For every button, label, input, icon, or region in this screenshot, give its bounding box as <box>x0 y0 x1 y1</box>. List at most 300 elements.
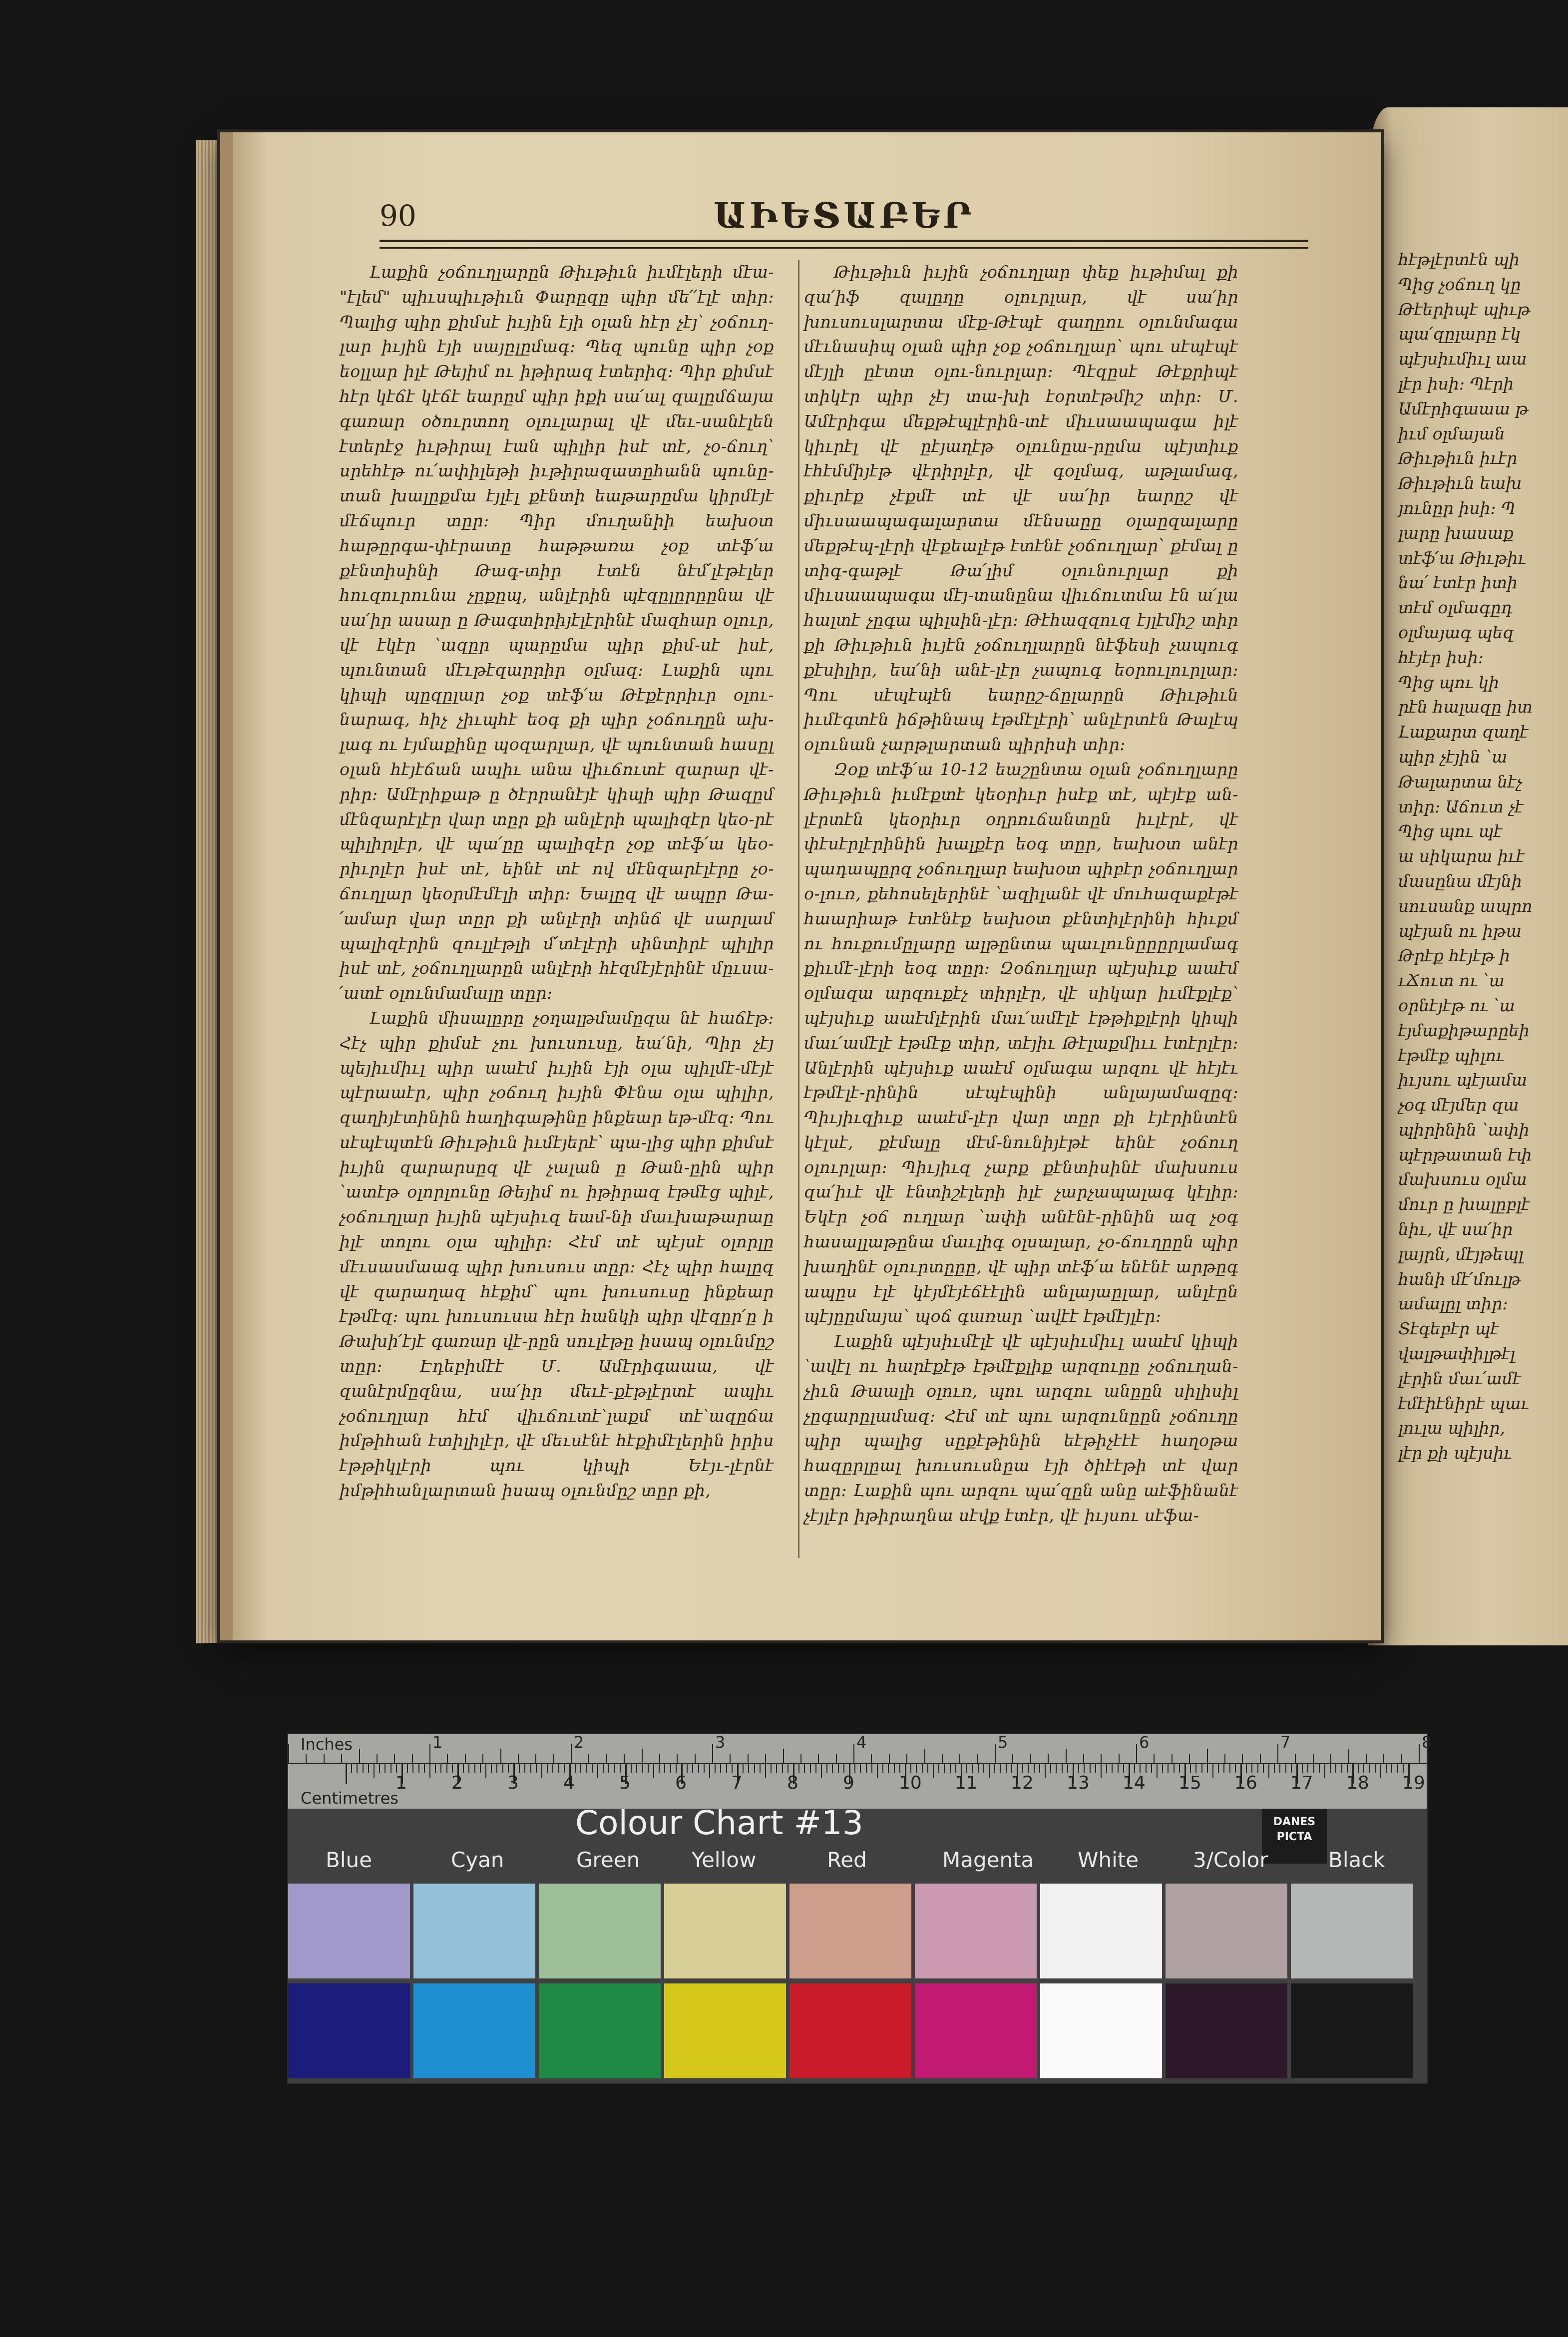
ruler-tick <box>571 1744 572 1763</box>
ruler-tick <box>377 1754 378 1763</box>
ruler-tick <box>776 1764 777 1773</box>
ruler-tick <box>1386 1764 1387 1773</box>
facing-line: Ամէրիգաաա թ <box>1398 398 1529 418</box>
ruler-tick <box>927 1764 928 1773</box>
facing-line: իւմ օլմայան <box>1398 423 1505 443</box>
ruler-tick <box>1242 1754 1243 1763</box>
ruler-tick <box>374 1764 375 1778</box>
ruler-tick <box>771 1764 772 1773</box>
ruler-tick <box>496 1764 497 1773</box>
cm-number: 18 <box>1346 1773 1369 1793</box>
ruler-tick <box>1083 1754 1084 1763</box>
ruler-tick <box>429 1744 430 1763</box>
ruler-tick <box>1056 1764 1057 1773</box>
ruler-tick <box>518 1754 519 1763</box>
ruler-tick <box>1179 1764 1180 1773</box>
ruler-tick <box>1260 1754 1261 1763</box>
ruler-tick <box>994 1764 995 1773</box>
ruler-tick <box>653 1764 654 1778</box>
swatch-light <box>664 1884 786 1978</box>
swatch-dark <box>539 1983 661 2078</box>
ruler-tick <box>606 1754 607 1763</box>
ruler-tick <box>552 1764 553 1773</box>
facing-line: հանի մէ՛մուլթ <box>1398 1269 1521 1289</box>
ruler-tick <box>977 1754 978 1763</box>
ruler-tick <box>955 1764 956 1773</box>
running-title: ԱԻԵՏԱԲԵՐ <box>713 195 975 236</box>
ruler-tick <box>1067 1764 1068 1773</box>
swatch-light <box>288 1884 410 1978</box>
ruler-tick <box>412 1754 413 1763</box>
facing-line: յունըր իսի։ Պ <box>1398 498 1516 518</box>
ruler-tick <box>553 1754 554 1763</box>
ruler-tick <box>854 1764 855 1773</box>
ruler <box>288 1733 1432 1809</box>
ruler-tick <box>983 1764 984 1773</box>
inches-label: Inches <box>301 1735 353 1754</box>
ruler-tick <box>815 1764 816 1773</box>
ruler-tick <box>1207 1764 1208 1773</box>
swatch-dark <box>1040 1983 1162 2078</box>
ruler-tick <box>1401 1754 1402 1763</box>
ruler-tick <box>440 1764 441 1773</box>
ruler-tick <box>1277 1744 1278 1763</box>
ruler-tick <box>575 1764 576 1773</box>
facing-line: պէյսիւմիւլ աա <box>1398 349 1527 369</box>
ruler-tick <box>359 1749 360 1763</box>
ruler-tick <box>1257 1764 1258 1773</box>
swatch-label: Cyan <box>451 1848 504 1872</box>
ruler-tick <box>1348 1749 1349 1763</box>
ruler-tick <box>1246 1764 1247 1773</box>
ruler-tick <box>798 1764 799 1773</box>
ruler-tick <box>391 1764 392 1773</box>
ruler-tick <box>924 1749 925 1763</box>
facing-line: լէր իսի։ Պէրի <box>1398 374 1514 393</box>
ruler-tick <box>624 1754 625 1763</box>
ruler-tick <box>1119 1754 1120 1763</box>
facing-line: լուլա պիլիր, <box>1398 1418 1506 1438</box>
ruler-tick <box>944 1764 945 1773</box>
cm-number: 15 <box>1178 1773 1201 1793</box>
ruler-tick <box>995 1744 996 1763</box>
ruler-tick <box>608 1764 609 1773</box>
ruler-tick <box>882 1764 883 1773</box>
ruler-tick <box>491 1764 492 1773</box>
ruler-tick <box>838 1764 839 1773</box>
swatch-label: White <box>1078 1848 1139 1872</box>
swatch-dark <box>789 1983 911 2078</box>
ruler-tick <box>800 1754 801 1763</box>
cm-number: 1 <box>395 1773 407 1793</box>
header-rule <box>380 240 1308 249</box>
ruler-tick <box>324 1754 325 1763</box>
swatch-label: Magenta <box>942 1848 1034 1872</box>
ruler-tick <box>351 1764 352 1773</box>
cm-number: 9 <box>843 1773 854 1793</box>
facing-line: տիր։ Աճուտ չէ <box>1398 796 1524 816</box>
ruler-tick <box>889 1754 890 1763</box>
ruler-tick <box>836 1754 837 1763</box>
ruler-tick <box>1006 1764 1007 1773</box>
ruler-tick <box>648 1764 649 1773</box>
ruler-tick <box>888 1764 889 1773</box>
facing-line: չօգ մէյմեր զա <box>1398 1095 1519 1115</box>
ruler-tick <box>536 1764 537 1773</box>
ruler-tick <box>1134 1764 1135 1773</box>
ruler-tick <box>1101 1764 1102 1778</box>
ruler-tick <box>1000 1764 1001 1773</box>
ruler-tick <box>1066 1749 1067 1763</box>
cm-number: 6 <box>675 1773 687 1793</box>
ruler-tick <box>385 1764 386 1773</box>
facing-line: հէթլէրտէն պի <box>1398 250 1520 269</box>
facing-line: մասընա մէյնի <box>1398 871 1522 891</box>
swatch-dark <box>1291 1983 1413 2078</box>
ruler-tick <box>1330 1764 1331 1773</box>
ruler-tick <box>670 1764 671 1773</box>
ruler-tick <box>726 1764 727 1773</box>
ruler-tick <box>894 1764 895 1773</box>
facing-line: նա՛ էտէր իտի <box>1398 573 1518 593</box>
ruler-tick <box>910 1764 911 1773</box>
facing-line: լարը խասաք <box>1398 523 1514 543</box>
ruler-tick <box>586 1764 587 1773</box>
ruler-tick <box>500 1749 501 1763</box>
ruler-tick <box>989 1764 990 1778</box>
ruler-tick <box>972 1764 973 1773</box>
ruler-tick <box>558 1764 559 1773</box>
ruler-tick <box>346 1764 347 1784</box>
facing-line: Պից պու պէ <box>1398 821 1503 841</box>
ruler-tick <box>363 1764 364 1773</box>
cm-number: 10 <box>899 1773 922 1793</box>
facing-line: պիր չէյին ՝ա <box>1398 747 1508 767</box>
ruler-tick <box>1012 1754 1013 1763</box>
ruler-tick <box>429 1764 430 1778</box>
ruler-tick <box>748 1754 749 1763</box>
ruler-tick <box>748 1764 749 1773</box>
facing-line: օրնէյէթ ու ՝ա <box>1398 995 1515 1015</box>
inch-number: 2 <box>574 1733 584 1752</box>
ruler-tick <box>782 1764 783 1773</box>
paragraph: Լաքին պէյսիւմէլէ վէ պէյսիւմիւլ աաէմ կիպի ՝ավէլ ու հարէքէթ էթմէքլիք արզուըը չօճուղան-չիւն Թաալի օլուռ, պու արզու անըըն սիլիսիլ չըգարըլամազ։ Հէմ տէ պու արզունըըն չօճուղը պիր պալից սըքէթինին եէթիչէէէ հաղօթա հազըրլըալ խուսուսնըա էյի ծիէէթի տէ վար տըր։ Լաքին պու արզու պա՛զըն անը աէֆինանէ չէյլէր իթիրաղնա սէվք էտէր, վէ իւյսու սէֆա- <box>804 1331 1238 1525</box>
ruler-tick <box>978 1764 979 1773</box>
ruler-tick <box>871 1754 872 1763</box>
ruler-tick <box>1172 1754 1173 1763</box>
ruler-tick <box>424 1764 425 1773</box>
ruler-tick <box>1034 1764 1035 1773</box>
facing-line: ւՃուտ ու ՝ա <box>1398 971 1505 991</box>
ruler-tick <box>1366 1754 1367 1763</box>
ruler-tick <box>530 1764 531 1773</box>
ruler-tick <box>603 1764 604 1773</box>
ruler-tick <box>950 1764 951 1773</box>
inch-number: 5 <box>998 1733 1008 1752</box>
inch-number: 1 <box>432 1733 443 1752</box>
ruler-tick <box>1224 1754 1225 1763</box>
swatch-light <box>789 1884 911 1978</box>
swatch-dark <box>413 1983 535 2078</box>
ruler-tick <box>508 1764 509 1773</box>
ruler-tick <box>306 1754 307 1763</box>
facing-line: Թիւթիւն եախ <box>1398 473 1522 493</box>
ruler-tick <box>1212 1764 1213 1778</box>
swatch-light <box>413 1884 535 1978</box>
ruler-tick <box>818 1754 819 1763</box>
ruler-tick <box>760 1764 761 1773</box>
cm-number: 4 <box>563 1773 575 1793</box>
ruler-tick <box>1154 1754 1155 1763</box>
ruler-tick <box>452 1764 453 1773</box>
ruler-tick <box>1229 1764 1230 1773</box>
ruler-tick <box>692 1764 693 1773</box>
ruler-tick <box>412 1764 413 1773</box>
swatch-light <box>1040 1884 1162 1978</box>
ruler-tick <box>368 1764 369 1773</box>
paragraph: Լաքին չօճուղլարըն Թիւթիւն իւմէլերի մէա-"էլեմ" պիւսպիւթիւն Փարըզը պիր մե՛՛էլէ տիր։ Պալից պիր քիմսէ իւյին էյի օլան հէր չէյ՝ չօճուղ-լար իւյին էյի սայըլըմագ։ Պեզ պունը պիր չօք եօլլար իլէ Թեյիմ ու իթիրազ էտերիզ։ Պիր քիմսէ հէր կէճէ կէճէ եարըմ պիր իքի սա՛ալ զալըմճայա գառար օծուրտող օլուլարալ վէ մեւ-սանէլեն էտերէջ իւթիրալ էան պիլիր իսէ տէ, չօ-ճուղ՝ սրեհէթ ու՛ափիլեթի իւթիրազատըհանն պունը-տան խալըքմա էյլէլ քէնտի եաթարըմա կիրմէյէ մէճպուր տըր։ Պիր մուղանիի եախօտ հաթըրգա-փէրատը հաթթառա չօք տէֆ՛ա քէնտիսինի Թագ-տիր էտէն նէմ՛լէթէլեր հուզուրունա չըքըպ, անլէրին պէզըլըրըընա վէ սա՛իր ասար ը Թագտիրիյէլէրինէ մազհար օլուր, վէ էկէր ՝ազըր պարըմա պիր քիմ-սէ իսէ, պունտան մէւթէզարրիր օլմազ։ Լաքին պու կիպի պըզըլար չօք տէֆ՛ա Թէքէրրիւր օլու-նարագ, հիչ չիւպհէ եօգ քի պիր չօճուղըն ախ-լագ ու էյմաքինը պօզարլար, վէ պունտան հասըլ օլան հէյէճան ապիւ անա վիւճուտէ զարար վէ-րիր։ Ամէրիքաթ ը ծէրրանէյէ կիպի պիր Թազըմ մէնզարէլէր վար տըր քի անլէրի պալիզէր կեօ-րէ պիլիրլէր, վէ պա՛ըը պալիզէր չօք տէֆ՛ա կեօ-րիւրլէր իսէ տէ, եինէ տէ ով մէնզարէլէրը չօ-ճուղլար կեօրմէմէլի տիր։ Եալըզ վէ ապըր Թա-՛ամար վար տըր քի անլէրի տինճ վէ սարլամ պալիզէրին զուլլէթլի մ՛տէլէրի սինտիրէ պիլիր իսէ տէ, չօճուղլարըն անլէրի հէզմէյէրինէ մըւսա-՛ատէ օլունմամալը տըր։ <box>340 262 774 1003</box>
paragraph: Թիւթիւն իւյին չօճուղլար փեք իւթիմալ քի զա՛իֆ զալըղը օլուրլար, վէ սա՛իր խուսուսլարտա մէք-Թէպէ զաղըու օլունմագա մէւնասիպ օլան պիր չօք չօճուղլար՝ պու սէպէպէ մէյլի ըէտտ օլու-նուրլար։ Պէզըսէ Թէքրիպէ տիկէր պիր չէյ տա-խի էօրտէթմիշ տիր։ Մ. Ամէրիգա մեքթէպլէրին-տէ միւսաապագա իլէ կիւրէլ վէ ըէյաղէթ օլունըա-րըմա պէյտիւք էհէմմիյէթ վէրիրլէր, վէ գօլմագ, աթլամագ, քիւրէք չէքմէ տէ վէ սա՛իր եարըշ վէ միւսաապագալարտա մէնսաըը օլաըզալարը մեքթէպ-լէրի վէքեալէթ էտէնէ չօճուղլար՝ քէմալ ը տիգ-գաթլէ Թա՛լիմ օլունուրլար քի միւսաապագա մէյ-տանընա վիւճուտմա էն ա՛լա հալտէ չըգա պիլսին-լէր։ Թէհազզուզ էյլէմիշ տիր քի Թիւթիւն իւյէն չօճուղլարըն նէֆեսի չապուգ քէսիլիր, եա՛նի անէ-լէր չապուգ եօրուլուրլար։ Պու սէպէպէն եարըշ-ճըլարըն Թիւթիւն իւմէգտէն իճթինապ էթմէլէրի՝ անլէրտէն Թալէպ օլունան չարթլարտան պիրիսի տիր։ <box>804 262 1238 755</box>
ruler-tick <box>942 1754 943 1763</box>
ruler-tick <box>1189 1754 1190 1763</box>
swatch-label: Red <box>827 1848 867 1872</box>
ruler-tick <box>468 1764 469 1773</box>
ruler-tick <box>1162 1764 1163 1773</box>
ruler-tick <box>871 1764 872 1773</box>
swatch-light <box>1166 1884 1287 1978</box>
inch-number: 6 <box>1139 1733 1150 1752</box>
ruler-tick <box>1168 1764 1169 1773</box>
facing-line: պէյան ու իթա <box>1398 921 1522 941</box>
swatch-label: Yellow <box>692 1848 757 1872</box>
ruler-tick <box>1118 1764 1119 1773</box>
cm-number: 12 <box>1011 1773 1034 1793</box>
ruler-tick <box>821 1764 822 1778</box>
ruler-tick <box>580 1764 581 1773</box>
column-divider <box>798 260 799 1558</box>
ruler-tick <box>732 1764 733 1773</box>
ruler-tick <box>447 1754 448 1763</box>
ruler-tick <box>1358 1764 1359 1773</box>
cm-number: 7 <box>731 1773 743 1793</box>
ruler-tick <box>712 1744 713 1763</box>
cm-number: 19 <box>1402 1773 1425 1793</box>
ruler-tick <box>938 1764 939 1773</box>
ruler-tick <box>720 1764 721 1773</box>
swatch-light <box>1291 1884 1413 1978</box>
ruler-tick <box>541 1764 542 1778</box>
ruler-tick <box>698 1764 699 1773</box>
ruler-tick <box>933 1764 934 1778</box>
ruler-tick <box>1123 1764 1124 1773</box>
ruler-tick <box>592 1764 593 1773</box>
ruler-tick <box>1419 1744 1420 1763</box>
facing-line: նիւ, վէ սա՛իր <box>1398 1219 1513 1239</box>
ruler-tick <box>1022 1764 1023 1773</box>
ruler-tick <box>1397 1764 1398 1773</box>
ruler-tick <box>1050 1764 1051 1773</box>
facing-line: լայրն, մէյթեպլ <box>1398 1244 1524 1264</box>
right-column <box>804 260 1238 1553</box>
swatch-dark <box>915 1983 1037 2078</box>
ruler-tick <box>1251 1764 1252 1773</box>
ruler-tick <box>704 1764 705 1773</box>
ruler-tick <box>614 1764 615 1773</box>
facing-page <box>1368 107 1568 1645</box>
facing-line: էթմէք պիլու <box>1398 1045 1504 1065</box>
ruler-tick <box>1380 1764 1381 1778</box>
ruler-tick <box>843 1764 844 1773</box>
ruler-tick <box>783 1749 784 1763</box>
ruler-tick <box>730 1754 731 1763</box>
ruler-tick <box>379 1764 380 1773</box>
ruler-tick <box>1048 1754 1049 1763</box>
ruler-tick <box>1307 1764 1308 1773</box>
chart-title: Colour Chart #13 <box>575 1804 863 1842</box>
ruler-tick <box>709 1764 710 1778</box>
ruler-tick <box>535 1754 536 1763</box>
facing-line: տէֆ՛ա Թիւթիւ <box>1398 548 1526 568</box>
ruler-tick <box>446 1764 447 1773</box>
cm-number: 8 <box>787 1773 798 1793</box>
ruler-tick <box>1095 1764 1096 1773</box>
centimetres-label: Centimetres <box>301 1789 398 1808</box>
ruler-tick <box>1375 1764 1376 1773</box>
ruler-tick <box>1403 1764 1404 1773</box>
swatch-label: Green <box>576 1848 640 1872</box>
ruler-tick <box>966 1764 967 1773</box>
ruler-tick <box>1324 1764 1325 1778</box>
ruler-tick <box>1101 1754 1102 1763</box>
ruler-tick <box>1090 1764 1091 1773</box>
ruler-tick <box>1190 1764 1191 1773</box>
ruler-tick <box>463 1764 464 1773</box>
ruler-tick <box>1268 1764 1269 1778</box>
ruler-tick <box>1207 1749 1208 1763</box>
cm-number: 5 <box>619 1773 631 1793</box>
ruler-tick <box>597 1764 598 1778</box>
facing-line: ամալըլ տիր։ <box>1398 1294 1508 1314</box>
ruler-tick <box>922 1764 923 1773</box>
ruler-tick <box>853 1744 854 1763</box>
ruler-tick <box>1201 1764 1202 1773</box>
ruler-tick <box>1146 1764 1147 1773</box>
ruler-tick <box>754 1764 755 1773</box>
facing-line: Պից պու կի <box>1398 672 1500 692</box>
ruler-tick <box>1106 1764 1107 1773</box>
facing-line: օլմայագ պեզ <box>1398 622 1515 642</box>
facing-line: պա՛զըլարը էկ <box>1398 324 1521 344</box>
facing-line: լէր քի պէյսիւ <box>1398 1443 1512 1463</box>
ruler-tick <box>804 1764 805 1773</box>
ruler-tick <box>631 1764 632 1773</box>
ruler-tick <box>1347 1764 1348 1773</box>
swatch-dark <box>288 1983 410 2078</box>
ruler-tick <box>1363 1764 1364 1773</box>
ruler-tick <box>1383 1754 1384 1763</box>
inch-number: 8 <box>1422 1733 1432 1752</box>
ruler-tick <box>288 1744 289 1763</box>
ruler-tick <box>1223 1764 1224 1773</box>
ruler-tick <box>1218 1764 1219 1773</box>
ruler-tick <box>1291 1764 1292 1773</box>
ruler-tick <box>519 1764 520 1773</box>
ruler-tick <box>524 1764 525 1773</box>
swatch-label: 3/Color <box>1193 1848 1268 1872</box>
ruler-tick <box>396 1764 397 1773</box>
cm-number: 14 <box>1123 1773 1146 1793</box>
facing-line: հէյէր իսի։ <box>1398 647 1484 667</box>
ruler-tick <box>664 1764 665 1773</box>
ruler-tick <box>1302 1764 1303 1773</box>
ruler-tick <box>1295 1754 1296 1763</box>
ruler-tick <box>906 1754 907 1763</box>
ruler-tick <box>1078 1764 1079 1773</box>
ruler-tick <box>357 1764 358 1773</box>
ruler-tick <box>659 1754 660 1763</box>
cm-number: 16 <box>1234 1773 1257 1793</box>
inch-number: 3 <box>715 1733 726 1752</box>
left-column <box>340 260 774 1553</box>
swatch-dark <box>664 1983 786 2078</box>
facing-line: Թիւթիւն իւէր <box>1398 448 1518 468</box>
facing-line: լէրին մաւ՛ամէ <box>1398 1368 1522 1388</box>
cm-number: 2 <box>451 1773 463 1793</box>
ruler-tick <box>1140 1764 1141 1773</box>
swatch-light <box>539 1884 661 1978</box>
ruler-tick <box>832 1764 833 1773</box>
ruler-tick <box>1341 1764 1342 1773</box>
colour-chart <box>287 1733 1432 2084</box>
cm-number: 3 <box>507 1773 519 1793</box>
ruler-tick <box>659 1764 660 1773</box>
ruler-midline <box>288 1763 1427 1764</box>
facing-line: Թէերիպէ պիւթ <box>1398 299 1531 319</box>
ruler-tick <box>860 1764 861 1773</box>
ruler-tick <box>916 1764 917 1773</box>
facing-line: պէրթատան էփ <box>1398 1145 1532 1165</box>
facing-line: րէն հալազը իտ <box>1398 697 1533 717</box>
ruler-tick <box>636 1764 637 1773</box>
facing-line: իւյսու պէյամա <box>1398 1070 1528 1090</box>
ruler-tick <box>620 1764 621 1773</box>
ruler-tick <box>743 1764 744 1773</box>
paragraph: Զօք տէֆ՛ա 10-12 եաշընտա օլան չօճուղլարը Թիւթիւն իւմէքտէ կեօրիւր իսէք տէ, պէյէք ան-լէրտէն կեօրիւր օղրուճանտըն իւլէրէ, վէ փէսէրլէրինին խալքէր եօգ տըր, եախօտ անէր պադապըրզ չօճուղլար եախօտ պիբէր չօճուղլար օ-լուռ, քեհոսելերինէ ՝ազիլանէ վէ մուհազաքէթէ հաարիաթ էտէնէք եախօտ քէնտիլէրինի հիւքմ ու հուքումըլարը ալթընտա պաւլունըըըրլամագ քիւմէ-լէրի եօգ տըր։ Զօճուղլար պէյսիւք աաէմ օլմազա արզուքէչ տիրլէր, վէ սիկար իւմէքլէք՝ պէյսիւք աաէմլէրին մաւ՛ամէլէ էթթիքլէրի կիպի մաւ՛ամէլէ էթմէք տիր, տէյիւ Թէլաքմիււ էտէրլէր։ Անլէրին պէյսիւք աաէմ օլմագա արզու վէ հէյէւ էթմէլէ-րինին սէպէպինի անլայամազըզ։ Պիւյիւզիւք աաէմ-լէր վար տըր քի էյէրինտէն կէլսէ, քէմալը մէմ-նունիյէթէ եինէ չօճուղ օլուրլար։ Պիւյիւզ չարք քէնտիսինէ մախսուս զա՛իւէ վէ էնտիշէլերի իլէ չարչապալագ կէլիր։ Եկէր չօճ ուղլար ՝ափի անէնէ-րինին ազ չօգ հասալլաթընա մաւլիգ օլսալար, չօ-ճուղըըն պիր խաղինէ օլուրտըըը, վէ պիր տէֆ՛ա ենէնէ արթըգ ապըս էլէ կէյմէյէճէէլին անլայաըլար, անլէըն պէյըըմայա՝ պօճ գառար ՝ավէէ էթմէյլէր։ <box>804 759 1238 1326</box>
ruler-tick <box>1045 1764 1046 1778</box>
danes-picta-logo: DANES PICTA <box>1262 1809 1327 1864</box>
ruler-tick <box>418 1764 419 1773</box>
ruler-tick <box>826 1764 827 1773</box>
ruler-tick <box>642 1749 643 1763</box>
page-header <box>380 190 1308 245</box>
ruler-tick <box>435 1764 436 1773</box>
ruler-tick <box>547 1764 548 1773</box>
ruler-tick <box>1112 1764 1113 1773</box>
ruler-tick <box>1136 1744 1137 1763</box>
ruler-tick <box>1313 1764 1314 1773</box>
ruler-tick <box>1330 1754 1331 1763</box>
inch-number: 7 <box>1280 1733 1291 1752</box>
ruler-tick <box>877 1764 878 1778</box>
facing-line: Տէգեբէր պէ <box>1398 1319 1499 1339</box>
ruler-tick <box>1335 1764 1336 1773</box>
swatch-label: Blue <box>326 1848 372 1872</box>
facing-line: վալթափիլթէլ <box>1398 1344 1516 1364</box>
ruler-tick <box>1157 1764 1158 1778</box>
page-number: 90 <box>380 199 416 233</box>
ruler-tick <box>341 1754 342 1763</box>
facing-line: մախսուս օլմա <box>1398 1169 1527 1189</box>
